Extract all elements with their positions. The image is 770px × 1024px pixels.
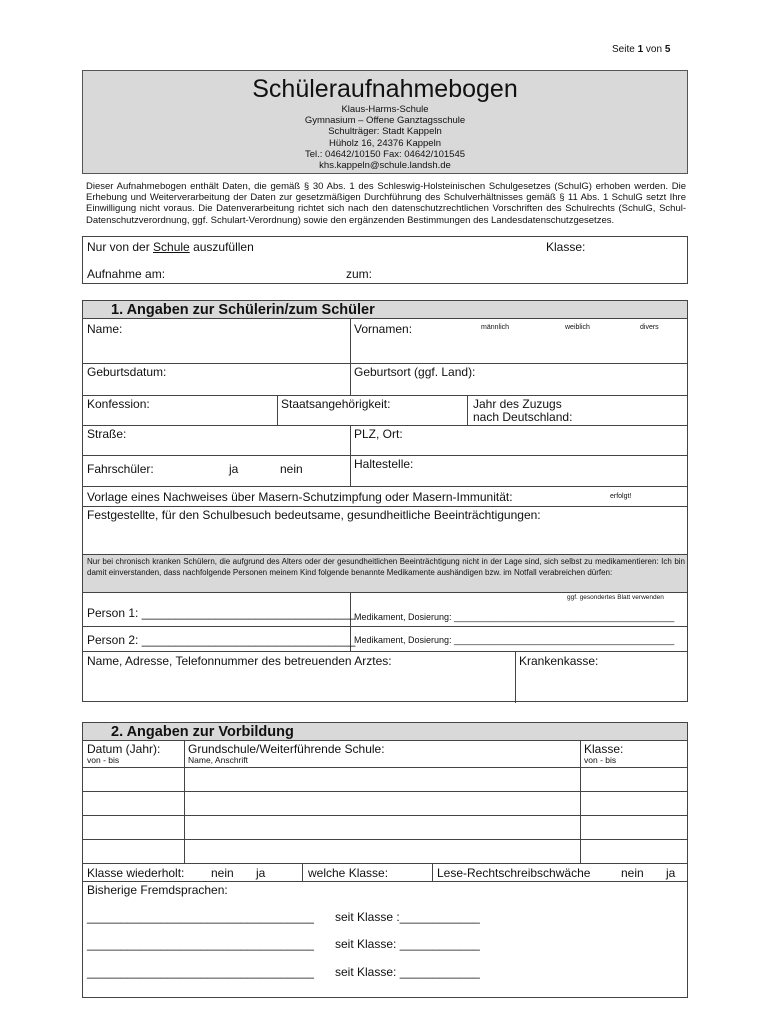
schule-column-header: Grundschule/Weiterführende Schule: <box>188 742 385 756</box>
fremdsprache3-seit-field[interactable]: seit Klasse: ____________ <box>335 965 480 979</box>
page-total: 5 <box>664 44 671 55</box>
wiederholt-nein-option[interactable]: nein <box>211 866 234 880</box>
masern-nachweis-label: Vorlage eines Nachweises über Masern-Schutzimpfung oder Masern-Immunität: <box>87 490 513 504</box>
school-type: Gymnasium – Offene Ganztagsschule <box>304 115 466 127</box>
gender-male-option[interactable]: männlich <box>481 324 510 331</box>
konfession-field[interactable]: Konfession: <box>87 397 150 411</box>
wiederholt-label: Klasse wiederholt: <box>87 866 185 880</box>
gesondert-note: ggf. gesondertes Blatt verwenden <box>567 594 664 601</box>
section-education <box>82 722 688 998</box>
fremdsprache1-field[interactable]: __________________________________ <box>87 910 314 924</box>
form-header <box>82 70 688 174</box>
arzt-field[interactable]: Name, Adresse, Telefonnummer des betreuenden Arztes: <box>87 654 392 668</box>
fremdsprache3-field[interactable]: __________________________________ <box>87 965 314 979</box>
strasse-field[interactable]: Straße: <box>87 427 127 441</box>
page-number <box>612 44 670 55</box>
page-sep: von <box>645 44 663 55</box>
plz-ort-field[interactable]: PLZ, Ort: <box>354 427 403 441</box>
zuzug-field[interactable]: nach Deutschland: <box>473 410 573 424</box>
school-only-suffix: auszufüllen <box>189 240 254 254</box>
section-student-heading: 1. Angaben zur Schülerin/zum Schüler <box>83 301 687 319</box>
school-only-prefix: Nur von der <box>87 240 154 254</box>
school-phone: Tel.: 04642/10150 Fax: 04642/101545 <box>304 148 466 160</box>
fremdsprachen-label: Bisherige Fremdsprachen: <box>87 883 228 897</box>
welche-klasse-field[interactable]: welche Klasse: <box>308 866 389 880</box>
privacy-notice: Dieser Aufnahmebogen enthält Daten, die gemäß § 30 Abs. 1 des Schleswig-Holsteinischen Schulgesetzes (SchulG) erhoben werden. Die Erhebung und Weiterverarbeitung der Daten zur gesetzmäßigen Durchführung des Schulverhältnisses gemäß § 11 Abs. 1 SchulG setzt Ihre Einwilligung nicht voraus. Die Datenverarbeitung richtet sich nach den datenschutzrechtlichen Vorschriften des Schulrechts (SchulG, Schul-Datenschutzverordnung, ggf. Schulart-Verordnung) sowie den ergänzenden Bestimmungen des Landesdatenschutzgesetzes. <box>86 181 686 226</box>
klasse-column-header: Klasse: <box>584 742 624 756</box>
datum-column-header: Datum (Jahr): <box>87 742 161 756</box>
fahrschueler-label: Fahrschüler: <box>87 462 154 476</box>
medikament1-field[interactable]: Medikament, Dosierung: ____________________________________________ <box>354 612 675 622</box>
page-prefix: Seite <box>612 44 635 55</box>
datum-vonbis-hint: von - bis <box>87 755 120 765</box>
chronisch-notice: Nur bei chronisch kranken Schülern, die aufgrund des Alters oder der gesundheitlichen Beeinträchtigung nicht in der Lage sind, sich selbst zu medikamentieren: Ich bin damit einverstanden, dass nachfolgende Personen meinem Kind folgende benannte Medikamente aushändigen bzw. im Notfall verabreichen dürfen: <box>87 557 685 578</box>
school-only-label <box>87 240 254 254</box>
vornamen-field[interactable]: Vornamen: <box>354 322 413 336</box>
name-field[interactable]: Name: <box>87 322 123 336</box>
zuzug-label-line1: Jahr des Zuzugs <box>473 397 562 411</box>
krankenkasse-field[interactable]: Krankenkasse: <box>519 654 599 668</box>
section-student <box>82 300 688 702</box>
person2-field[interactable]: Person 2: ________________________________ <box>87 633 356 647</box>
haltestelle-field[interactable]: Haltestelle: <box>354 457 414 471</box>
zum-label: zum: <box>346 267 373 281</box>
school-email: khs.kappeln@schule.landsh.de <box>319 160 451 172</box>
gender-female-option[interactable]: weiblich <box>565 324 590 331</box>
school-klasse-label: Klasse: <box>546 240 586 254</box>
school-name: Klaus-Harms-Schule <box>341 104 429 115</box>
wiederholt-ja-option[interactable]: ja <box>256 866 266 880</box>
fremdsprache2-field[interactable]: __________________________________ <box>87 937 314 951</box>
person1-field[interactable]: Person 1: ________________________________ <box>87 606 356 620</box>
klasse-vonbis-hint: von - bis <box>584 755 617 765</box>
school-address: Hüholz 16, 24376 Kappeln <box>329 137 441 149</box>
page-current: 1 <box>637 44 644 55</box>
school-carrier: Schulträger: Stadt Kappeln <box>328 126 442 138</box>
school-only-school: Schule <box>153 240 190 254</box>
schule-anschrift-hint: Name, Anschrift <box>188 755 248 765</box>
geburtsort-field[interactable]: Geburtsort (ggf. Land): <box>354 365 476 379</box>
form-title: Schüleraufnahmebogen <box>252 75 518 103</box>
lrs-ja-option[interactable]: ja <box>666 866 676 880</box>
aufnahme-label: Aufnahme am: <box>87 267 166 281</box>
fremdsprache1-seit-field[interactable]: seit Klasse :____________ <box>335 910 480 924</box>
lrs-label: Lese-Rechtschreibschwäche <box>437 866 591 880</box>
school-only-box <box>82 236 688 284</box>
fremdsprache2-seit-field[interactable]: seit Klasse: ____________ <box>335 937 480 951</box>
fahrschueler-nein-option[interactable]: nein <box>280 462 303 476</box>
medikament2-field[interactable]: Medikament, Dosierung: ____________________________________________ <box>354 635 675 645</box>
staatsangehoerigkeit-field[interactable]: Staatsangehörigkeit: <box>281 397 391 411</box>
section-education-heading: 2. Angaben zur Vorbildung <box>83 723 687 741</box>
geburtsdatum-field[interactable]: Geburtsdatum: <box>87 365 167 379</box>
lrs-nein-option[interactable]: nein <box>621 866 644 880</box>
gender-diverse-option[interactable]: divers <box>640 324 659 331</box>
masern-erfolgt-checkbox[interactable]: erfolgt! <box>610 493 632 500</box>
fahrschueler-ja-option[interactable]: ja <box>229 462 239 476</box>
beeintraechtigungen-field[interactable]: Festgestellte, für den Schulbesuch bedeutsame, gesundheitliche Beeinträchtigungen: <box>87 508 541 522</box>
